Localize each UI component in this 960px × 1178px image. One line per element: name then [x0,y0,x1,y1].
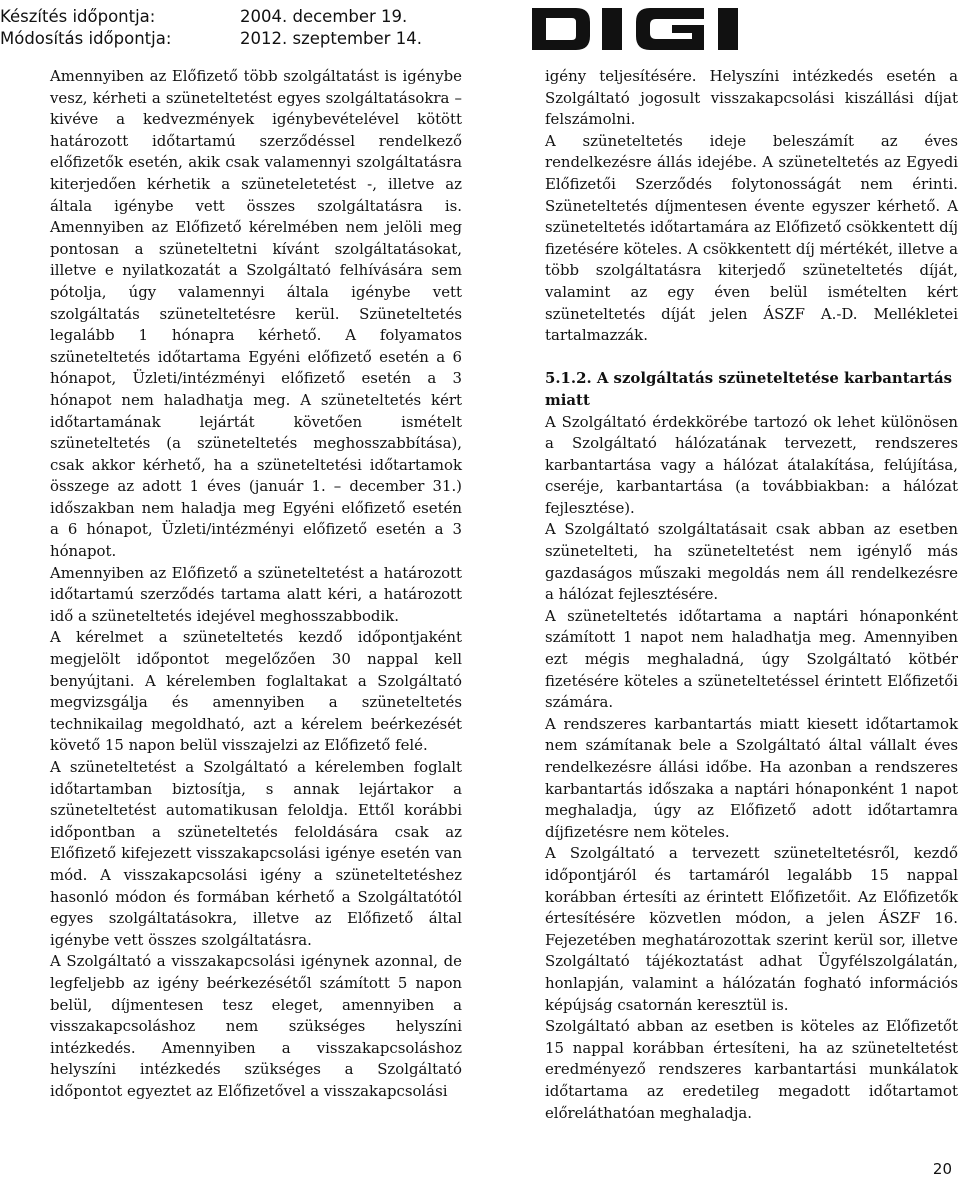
document-header [0,6,460,50]
created-value: 2004. december 19. [240,7,408,26]
digi-logo [532,4,794,54]
right-paragraph-1: igény teljesítésére. Helyszíni intézkedés esetén a Szolgáltató jogosult visszakapcsolási kiszállási díjat felszámolni. [545,67,958,129]
section-paragraph-2: A Szolgáltató szolgáltatásait csak abban az esetben szünetelteti, ha szüneteltetést nem igénylő más gazdaságos műszaki megoldás nem áll rendelkezésre a hálózat fejlesztésére. [545,520,958,604]
left-paragraph-5: A Szolgáltató a visszakapcsolási igénynek azonnal, de legfeljebb az igény beérkezésétől számított 5 napon belül, díjmentesen tesz eleget, amennyiben a visszakapcsoláshoz nem szükséges helyszíni intézkedés. Amennyiben a visszakapcsoláshoz helyszíni intézkedés szükséges a Szolgáltató időpontot egyeztet az Előfizetővel a visszakapcsolási [50,952,462,1100]
right-paragraph-2: A szüneteltetés ideje beleszámít az éves rendelkezésre állás idejébe. A szüneteltetés az Egyedi Előfizetői Szerződés folytonosságát nem érinti. Szüneteltetés díjmentesen évente egyszer kérhető. A szüneteltetés időtartamára az Előfizető csökkentett díj fizetésére köteles. A csökkentett díj mértékét, illetve a több szolgáltatásra kiterjedő szüneteltetés díját, valamint az egy éven belül ismételten kért szüneteltetés díját jelen ÁSZF A.-D. Mellékletei tartalmazzák. [545,131,958,345]
spacer [545,347,958,369]
section-paragraph-6: Szolgáltató abban az esetben is köteles az Előfizetőt 15 nappal korábban értesíteni, ha az szüneteltetést eredményező rendszeres karbantartási munkálatok időtartama az eredetileg megadott időtartamot előreláthatóan meghaladja. [545,1017,958,1122]
left-paragraph-2: Amennyiben az Előfizető a szüneteltetést a határozott időtartamú szerződés tartama alatt kéri, a határozott idő a szüneteltetés idejével meghosszabbodik. [50,563,462,625]
created-label: Készítés időpontja: [0,7,156,26]
left-paragraph-4: A szüneteltetést a Szolgáltató a kérelemben foglalt időtartamban biztosítja, s annak lejártakor a szüneteltetést automatikusan feloldja. Ettől korábbi időpontban a szüneteltetés feloldására csak az Előfizető kifejezett visszakapcsolási igénye esetén van mód. A visszakapcsolási igény a szüneteltetéshez hasonló módon és formában kérhető a Szolgáltatótól egyes szolgáltatásokra, illetve az Előfizető által igénybe vett összes szolgáltatásra. [50,758,462,949]
section-paragraph-3: A szüneteltetés időtartama a naptári hónaponként számított 1 napot nem haladhatja meg. Amennyiben ezt mégis meghaladná, úgy Szolgáltató kötbér fizetésére köteles a szüneteltetéssel érintett Előfizetői számára. [545,606,958,712]
section-heading: 5.1.2. A szolgáltatás szüneteltetése karbantartás miatt [545,369,953,409]
created-row [0,6,460,28]
page-number: 20 [932,1160,952,1178]
modified-row [0,28,460,50]
section-paragraph-4: A rendszeres karbantartás miatt kiesett időtartamok nem számítanak bele a Szolgáltató által vállalt éves rendelkezésre állási időbe. Ha azonban a rendszeres karbantartás időszaka a naptári hónaponként 1 napot meghaladja, úgy az Előfizető adott időtartamra díjfizetésre nem köteles. [545,714,958,841]
left-column [50,66,462,1103]
section-paragraph-1: A Szolgáltató érdekkörébe tartozó ok lehet különösen a Szolgáltató hálózatának tervezett, rendszeres karbantartása vagy a hálózat átalakítása, felújítása, cseréje, karbantartása (a továbbiakban: a hálózat fejlesztése). [545,412,958,517]
right-column [545,66,958,1124]
modified-value: 2012. szeptember 14. [240,29,422,48]
section-paragraph-5: A Szolgáltató a tervezett szüneteltetésről, kezdő időpontjáról és tartamáról legalább 15 nappal korábban értesíti az érintett Előfizetőit. Az Előfizetők értesítésére közvetlen módon, a jelen ÁSZF 16. Fejezetében meghatározottak szerint kerül sor, illetve Szolgáltató tájékoztatást adhat Ügyfélszolgálatán, honlapján, valamint a hálózatán fogható információs képújság csatornán keresztül is. [545,844,958,1014]
modified-label: Módosítás időpontja: [0,29,172,48]
left-paragraph-1: Amennyiben az Előfizető több szolgáltatást is igénybe vesz, kérheti a szüneteltetést egyes szolgáltatásokra – kivéve a kedvezmények igénybevételével kötött határozott időtartamú szerződéssel rendelkező előfizetők esetén, akik csak valamennyi szolgáltatásra kiterjedően kérhetik a szüneteletetést -, illetve az általa igénybe vett összes szolgáltatásra is. Amennyiben az Előfizető kérelmében nem jelöli meg pontosan a szüneteltetni kívánt szolgáltatásokat, illetve e nyilatkozatát a Szolgáltató felhívására sem pótolja, úgy valamennyi általa igénybe vett szolgáltatás szüneteltetésre kerül. Szüneteltetés legalább 1 hónapra kérhető. A folyamatos szüneteltetés időtartama Egyéni előfizető esetén a 6 hónapot, Üzleti/intézményi előfizető esetén a 3 hónapot nem haladhatja meg. A szüneteltetés kért időtartamának lejártát követően ismételt szüneteltetés (a szüneteltetés meghosszabbítása), csak akkor kérhető, ha a szüneteltetési időtartamok összege az adott 1 éves (január 1. – december 31.) időszakban nem haladja meg Egyéni előfizető esetén a 6 hónapot, Üzleti/intézményi előfizető esetén a 3 hónapot. [50,67,462,561]
left-paragraph-3: A kérelmet a szüneteltetés kezdő időpontjaként megjelölt időpontot megelőzően 30 nappal kell benyújtani. A kérelemben foglaltakat a Szolgáltató megvizsgálja és amennyiben a szüneteltetés technikailag megoldható, azt a kérelem beérkezését követő 15 napon belül visszajelzi az Előfizető felé. [50,628,462,755]
